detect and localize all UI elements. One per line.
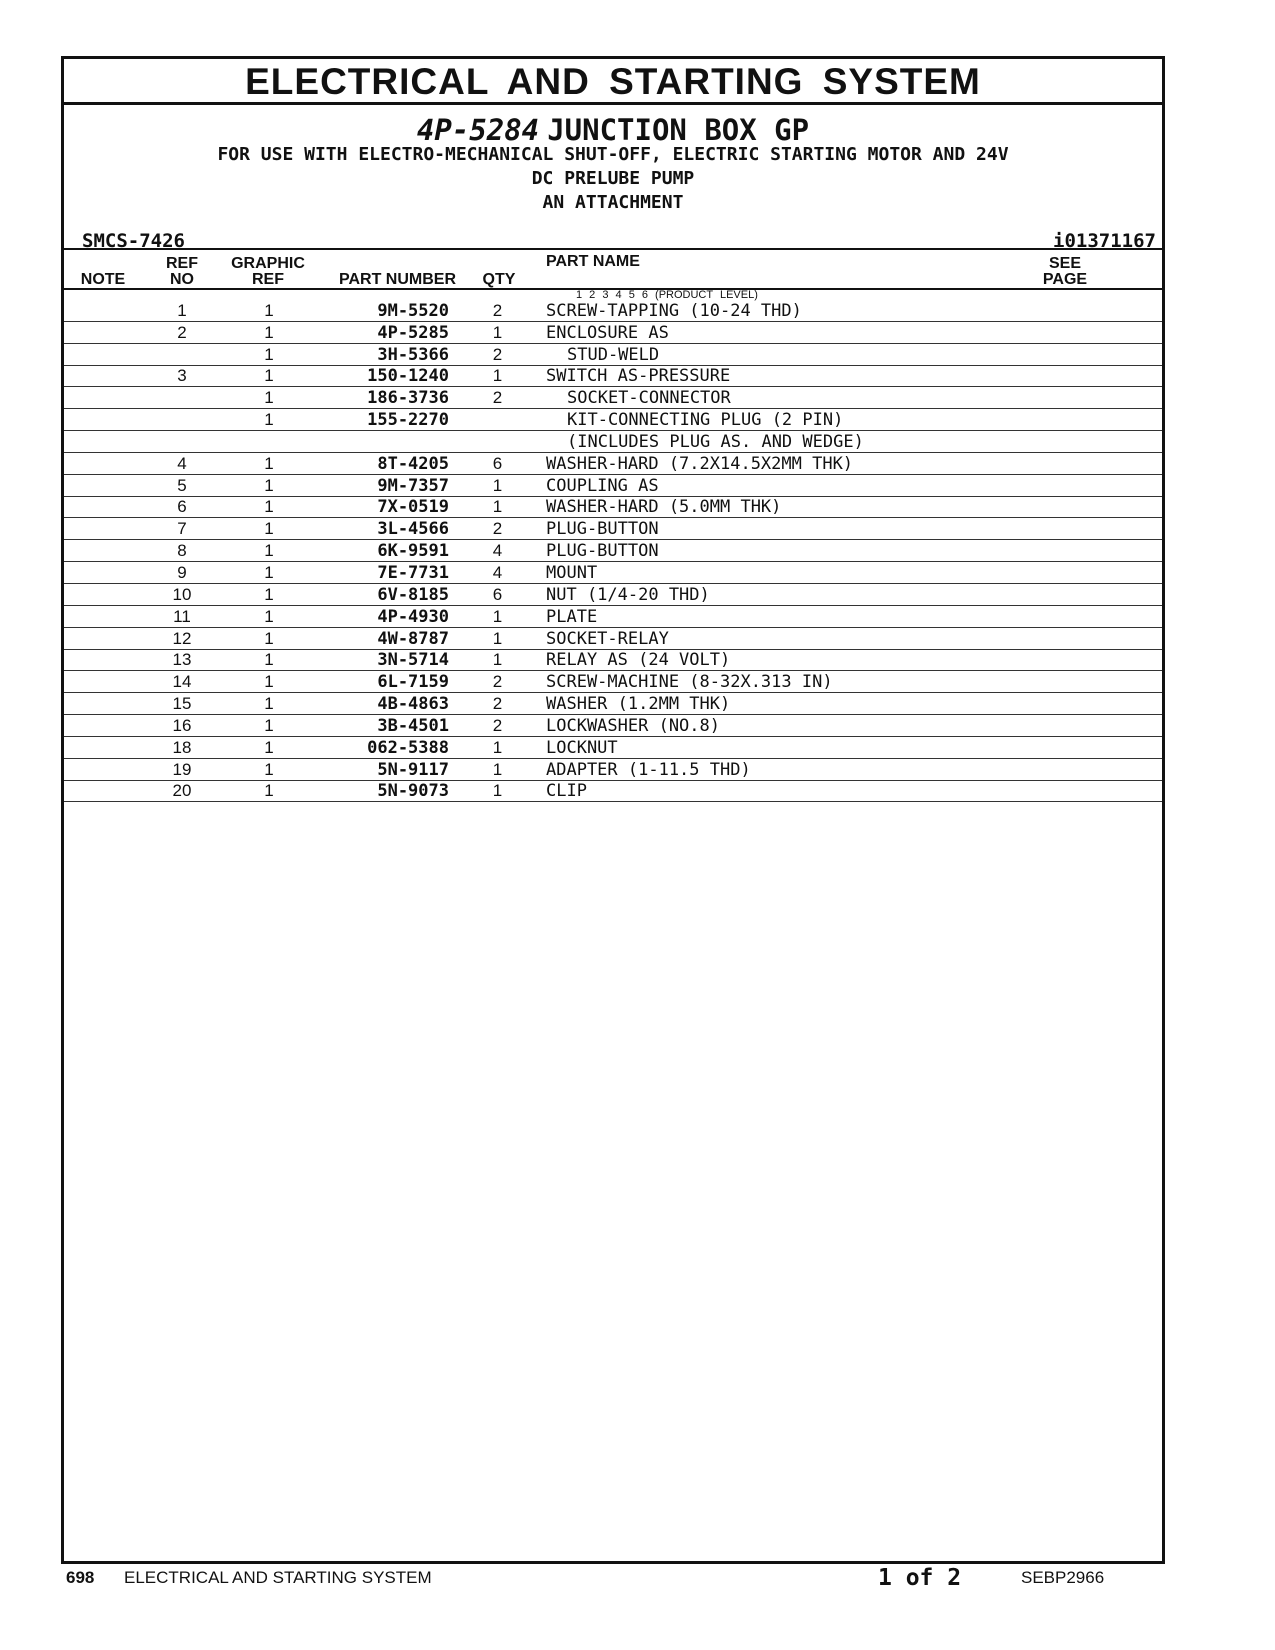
smcs-code: SMCS-7426 xyxy=(82,230,185,252)
cell-ref-no: 10 xyxy=(134,583,230,605)
cell-part-name: LOCKNUT xyxy=(546,736,1162,758)
cell-graphic-ref: 1 xyxy=(230,365,308,387)
cell-ref-no: 19 xyxy=(134,758,230,780)
cell-graphic-ref: 1 xyxy=(230,452,308,474)
cell-note xyxy=(64,431,134,453)
cell-note xyxy=(64,474,134,496)
cell-ref-no: 5 xyxy=(134,474,230,496)
cell-part-name: ADAPTER (1-11.5 THD) xyxy=(546,758,1162,780)
cell-note xyxy=(64,518,134,540)
group-name: JUNCTION BOX GP xyxy=(547,113,810,147)
cell-note xyxy=(64,605,134,627)
table-row xyxy=(64,649,1162,671)
usage-line-3: AN ATTACHMENT xyxy=(542,192,684,213)
cell-graphic-ref: 1 xyxy=(230,627,308,649)
cell-part-number: 7E-7731 xyxy=(308,562,449,584)
cell-part-name: WASHER-HARD (5.0MM THK) xyxy=(546,496,1162,518)
cell-part-name: ENCLOSURE AS xyxy=(546,321,1162,343)
header-part-number: PART NUMBER xyxy=(338,271,456,288)
table-row xyxy=(64,758,1162,780)
cell-graphic-ref: 1 xyxy=(230,474,308,496)
cell-part-name: SOCKET-CONNECTOR xyxy=(546,387,1162,409)
cell-part-number: 4W-8787 xyxy=(308,627,449,649)
cell-ref-no: 18 xyxy=(134,736,230,758)
header-ref-top: REF xyxy=(166,255,198,272)
cell-part-name: SCREW-MACHINE (8-32X.313 IN) xyxy=(546,671,1162,693)
cell-qty: 1 xyxy=(449,605,546,627)
header-part-name: PART NAME xyxy=(546,253,640,270)
table-row xyxy=(64,321,1162,343)
cell-part-name: COUPLING AS xyxy=(546,474,1162,496)
cell-part-number: 150-1240 xyxy=(308,365,449,387)
cell-qty: 2 xyxy=(449,387,546,409)
header-top-rule xyxy=(64,248,1162,250)
cell-qty: 1 xyxy=(449,627,546,649)
cell-part-number: 4P-5285 xyxy=(308,321,449,343)
cell-qty xyxy=(449,431,546,453)
usage-line-1: FOR USE WITH ELECTRO-MECHANICAL SHUT-OFF, ELECTRIC STARTING MOTOR AND 24V xyxy=(217,144,1009,165)
cell-part-number: 3H-5366 xyxy=(308,343,449,365)
cell-graphic-ref: 1 xyxy=(230,409,308,431)
section-title: ELECTRICAL AND STARTING SYSTEM xyxy=(64,59,1162,105)
cell-note xyxy=(64,693,134,715)
cell-graphic-ref: 1 xyxy=(230,496,308,518)
cell-qty: 2 xyxy=(449,518,546,540)
cell-graphic-ref: 1 xyxy=(230,693,308,715)
cell-part-name: SOCKET-RELAY xyxy=(546,627,1162,649)
cell-ref-no xyxy=(134,431,230,453)
footer-section: ELECTRICAL AND STARTING SYSTEM xyxy=(124,1568,432,1587)
table-row xyxy=(64,693,1162,715)
table-row xyxy=(64,387,1162,409)
cell-qty: 1 xyxy=(449,780,546,802)
header-bottom-rule xyxy=(64,288,1162,290)
cell-note xyxy=(64,649,134,671)
table-row xyxy=(64,300,1162,321)
cell-note xyxy=(64,409,134,431)
cell-qty: 1 xyxy=(449,474,546,496)
cell-part-number: 8T-4205 xyxy=(308,452,449,474)
parts-table xyxy=(64,300,1162,802)
cell-ref-no: 7 xyxy=(134,518,230,540)
cell-part-name: KIT-CONNECTING PLUG (2 PIN) xyxy=(546,409,1162,431)
table-row xyxy=(64,474,1162,496)
table-row xyxy=(64,409,1162,431)
cell-graphic-ref: 1 xyxy=(230,671,308,693)
cell-part-name: SCREW-TAPPING (10-24 THD) xyxy=(546,300,1162,321)
cell-ref-no xyxy=(134,343,230,365)
page-frame xyxy=(61,56,1165,1564)
cell-note xyxy=(64,780,134,802)
cell-part-number: 5N-9117 xyxy=(308,758,449,780)
usage-line-2: DC PRELUBE PUMP xyxy=(531,168,695,189)
cell-note xyxy=(64,715,134,737)
cell-part-name: RELAY AS (24 VOLT) xyxy=(546,649,1162,671)
cell-qty: 1 xyxy=(449,365,546,387)
cell-ref-no: 11 xyxy=(134,605,230,627)
cell-part-name: PLUG-BUTTON xyxy=(546,540,1162,562)
cell-part-number: 4B-4863 xyxy=(308,693,449,715)
table-row xyxy=(64,583,1162,605)
cell-graphic-ref: 1 xyxy=(230,780,308,802)
cell-ref-no: 4 xyxy=(134,452,230,474)
parts-table-body xyxy=(64,300,1162,802)
table-row xyxy=(64,496,1162,518)
table-row xyxy=(64,605,1162,627)
cell-graphic-ref: 1 xyxy=(230,736,308,758)
footer-sheet: 1 of 2 xyxy=(878,1565,962,1591)
cell-ref-no xyxy=(134,387,230,409)
cell-graphic-ref: 1 xyxy=(230,321,308,343)
cell-note xyxy=(64,562,134,584)
cell-part-number: 9M-7357 xyxy=(308,474,449,496)
cell-ref-no: 16 xyxy=(134,715,230,737)
cell-graphic-ref: 1 xyxy=(230,562,308,584)
header-ref-bottom: NO xyxy=(170,271,194,288)
cell-part-name: LOCKWASHER (NO.8) xyxy=(546,715,1162,737)
cell-part-name: (INCLUDES PLUG AS. AND WEDGE) xyxy=(546,431,1162,453)
cell-ref-no: 1 xyxy=(134,300,230,321)
cell-ref-no: 9 xyxy=(134,562,230,584)
cell-ref-no: 20 xyxy=(134,780,230,802)
cell-note xyxy=(64,758,134,780)
cell-part-name: STUD-WELD xyxy=(546,343,1162,365)
cell-ref-no xyxy=(134,409,230,431)
cell-graphic-ref: 1 xyxy=(230,343,308,365)
cell-ref-no: 15 xyxy=(134,693,230,715)
header-graphic-bottom: REF xyxy=(252,271,284,288)
table-row xyxy=(64,780,1162,802)
header-graphic-top: GRAPHIC xyxy=(231,255,305,272)
cell-note xyxy=(64,343,134,365)
table-row xyxy=(64,365,1162,387)
cell-part-number: 6K-9591 xyxy=(308,540,449,562)
header-see-bottom: PAGE xyxy=(1042,271,1088,288)
document-identifier: i01371167 xyxy=(1053,230,1156,252)
cell-graphic-ref: 1 xyxy=(230,540,308,562)
cell-part-number: 6L-7159 xyxy=(308,671,449,693)
cell-note xyxy=(64,627,134,649)
cell-qty xyxy=(449,409,546,431)
group-number: 4P-5284 xyxy=(416,113,540,147)
cell-qty: 4 xyxy=(449,562,546,584)
header-product-level: 1 2 3 4 5 6 (PRODUCT LEVEL) xyxy=(576,289,758,301)
cell-part-number: 155-2270 xyxy=(308,409,449,431)
cell-part-number: 4P-4930 xyxy=(308,605,449,627)
footer-page-number: 698 xyxy=(66,1568,95,1587)
cell-qty: 1 xyxy=(449,736,546,758)
cell-qty: 4 xyxy=(449,540,546,562)
cell-part-number: 3B-4501 xyxy=(308,715,449,737)
header-qty: QTY xyxy=(482,271,516,288)
cell-ref-no: 8 xyxy=(134,540,230,562)
cell-part-number: 186-3736 xyxy=(308,387,449,409)
cell-note xyxy=(64,496,134,518)
cell-graphic-ref: 1 xyxy=(230,715,308,737)
cell-qty: 1 xyxy=(449,321,546,343)
table-row xyxy=(64,431,1162,453)
cell-part-name: MOUNT xyxy=(546,562,1162,584)
cell-ref-no: 2 xyxy=(134,321,230,343)
cell-part-name: PLATE xyxy=(546,605,1162,627)
cell-qty: 2 xyxy=(449,343,546,365)
cell-part-name: NUT (1/4-20 THD) xyxy=(546,583,1162,605)
header-see-top: SEE xyxy=(1048,255,1081,272)
table-row xyxy=(64,452,1162,474)
cell-graphic-ref: 1 xyxy=(230,583,308,605)
cell-part-number: 9M-5520 xyxy=(308,300,449,321)
cell-graphic-ref: 1 xyxy=(230,387,308,409)
cell-note xyxy=(64,300,134,321)
footer-doc-code: SEBP2966 xyxy=(1021,1568,1105,1587)
table-row xyxy=(64,518,1162,540)
cell-part-name: WASHER (1.2MM THK) xyxy=(546,693,1162,715)
cell-note xyxy=(64,321,134,343)
cell-note xyxy=(64,365,134,387)
cell-qty: 2 xyxy=(449,300,546,321)
cell-qty: 2 xyxy=(449,715,546,737)
cell-qty: 1 xyxy=(449,496,546,518)
cell-graphic-ref xyxy=(230,431,308,453)
cell-graphic-ref: 1 xyxy=(230,605,308,627)
cell-note xyxy=(64,583,134,605)
cell-part-name: PLUG-BUTTON xyxy=(546,518,1162,540)
cell-graphic-ref: 1 xyxy=(230,649,308,671)
table-row xyxy=(64,343,1162,365)
table-row xyxy=(64,627,1162,649)
cell-graphic-ref: 1 xyxy=(230,518,308,540)
cell-note xyxy=(64,387,134,409)
table-row xyxy=(64,540,1162,562)
cell-graphic-ref: 1 xyxy=(230,300,308,321)
cell-note xyxy=(64,452,134,474)
cell-part-number: 7X-0519 xyxy=(308,496,449,518)
cell-qty: 1 xyxy=(449,649,546,671)
header-note: NOTE xyxy=(80,271,126,288)
cell-note xyxy=(64,736,134,758)
cell-qty: 2 xyxy=(449,693,546,715)
cell-ref-no: 3 xyxy=(134,365,230,387)
table-row xyxy=(64,671,1162,693)
cell-ref-no: 12 xyxy=(134,627,230,649)
cell-graphic-ref: 1 xyxy=(230,758,308,780)
cell-part-number xyxy=(308,431,449,453)
cell-qty: 6 xyxy=(449,452,546,474)
table-row xyxy=(64,715,1162,737)
cell-note xyxy=(64,671,134,693)
table-row xyxy=(64,562,1162,584)
cell-ref-no: 13 xyxy=(134,649,230,671)
cell-ref-no: 6 xyxy=(134,496,230,518)
cell-part-name: WASHER-HARD (7.2X14.5X2MM THK) xyxy=(546,452,1162,474)
cell-qty: 2 xyxy=(449,671,546,693)
cell-part-number: 6V-8185 xyxy=(308,583,449,605)
cell-note xyxy=(64,540,134,562)
cell-part-name: CLIP xyxy=(546,780,1162,802)
table-row xyxy=(64,736,1162,758)
cell-part-number: 062-5388 xyxy=(308,736,449,758)
cell-qty: 6 xyxy=(449,583,546,605)
cell-ref-no: 14 xyxy=(134,671,230,693)
cell-part-number: 5N-9073 xyxy=(308,780,449,802)
cell-part-number: 3L-4566 xyxy=(308,518,449,540)
cell-part-number: 3N-5714 xyxy=(308,649,449,671)
cell-part-name: SWITCH AS-PRESSURE xyxy=(546,365,1162,387)
cell-qty: 1 xyxy=(449,758,546,780)
